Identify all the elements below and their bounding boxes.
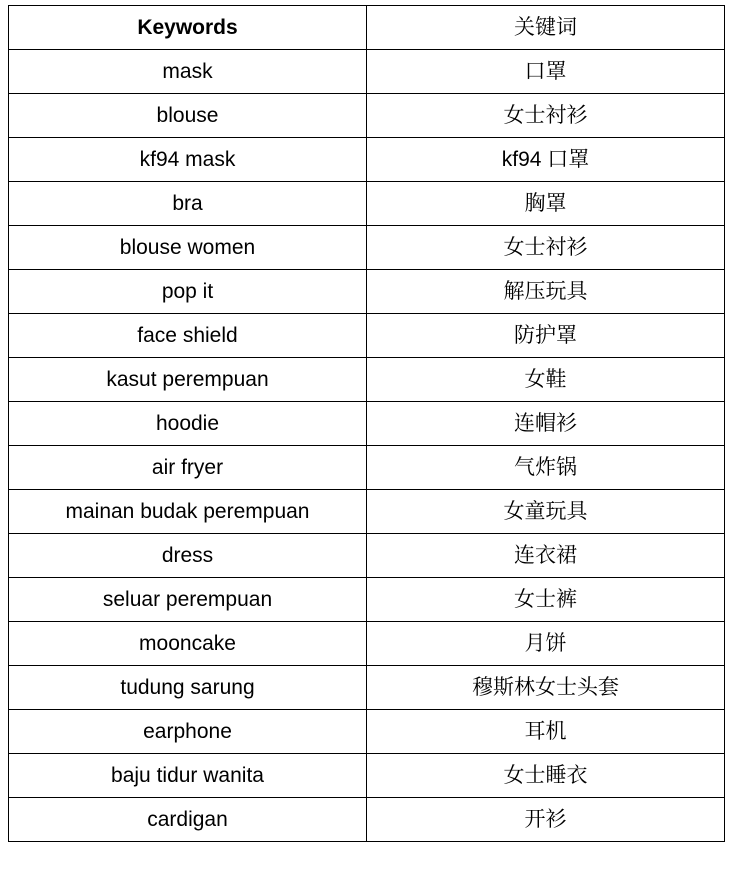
translation-cell: 连衣裙 [367,534,725,578]
keyword-cell: mainan budak perempuan [9,490,367,534]
translation-cell: 女士睡衣 [367,754,725,798]
keyword-cell: kf94 mask [9,138,367,182]
translation-cell: 女士衬衫 [367,226,725,270]
table-row [9,534,725,578]
keyword-cell: seluar perempuan [9,578,367,622]
keyword-cell: blouse women [9,226,367,270]
table-row [9,314,725,358]
translation-cell: 开衫 [367,798,725,842]
translation-cell: 口罩 [367,50,725,94]
table-row [9,358,725,402]
keyword-cell: pop it [9,270,367,314]
table-row [9,226,725,270]
translation-cell: 解压玩具 [367,270,725,314]
table-row [9,270,725,314]
header-keywords: Keywords [9,6,367,50]
table-row [9,490,725,534]
translation-cell: 穆斯林女士头套 [367,666,725,710]
table-row [9,754,725,798]
table-row [9,402,725,446]
header-keywords-chinese: 关键词 [367,6,725,50]
translation-cell: 女士衬衫 [367,94,725,138]
translation-cell: 胸罩 [367,182,725,226]
table-row [9,138,725,182]
table-header-row [9,6,725,50]
keyword-cell: cardigan [9,798,367,842]
table-row [9,622,725,666]
keyword-cell: face shield [9,314,367,358]
table-row [9,50,725,94]
keyword-cell: hoodie [9,402,367,446]
keyword-cell: tudung sarung [9,666,367,710]
table-row [9,446,725,490]
translation-cell: 防护罩 [367,314,725,358]
translation-cell: 女士裤 [367,578,725,622]
translation-cell: 月饼 [367,622,725,666]
translation-cell: 耳机 [367,710,725,754]
table-row [9,182,725,226]
translation-cell: 女童玩具 [367,490,725,534]
table-row [9,798,725,842]
translation-cell: kf94 口罩 [367,138,725,182]
keywords-table [8,5,725,842]
table-row [9,710,725,754]
translation-cell: 气炸锅 [367,446,725,490]
table-row [9,94,725,138]
keyword-cell: baju tidur wanita [9,754,367,798]
keyword-cell: kasut perempuan [9,358,367,402]
keyword-cell: mooncake [9,622,367,666]
table-row [9,578,725,622]
keyword-cell: mask [9,50,367,94]
keyword-cell: bra [9,182,367,226]
translation-cell: 连帽衫 [367,402,725,446]
keyword-cell: dress [9,534,367,578]
keyword-cell: earphone [9,710,367,754]
table-row [9,666,725,710]
keyword-cell: air fryer [9,446,367,490]
keyword-cell: blouse [9,94,367,138]
translation-cell: 女鞋 [367,358,725,402]
